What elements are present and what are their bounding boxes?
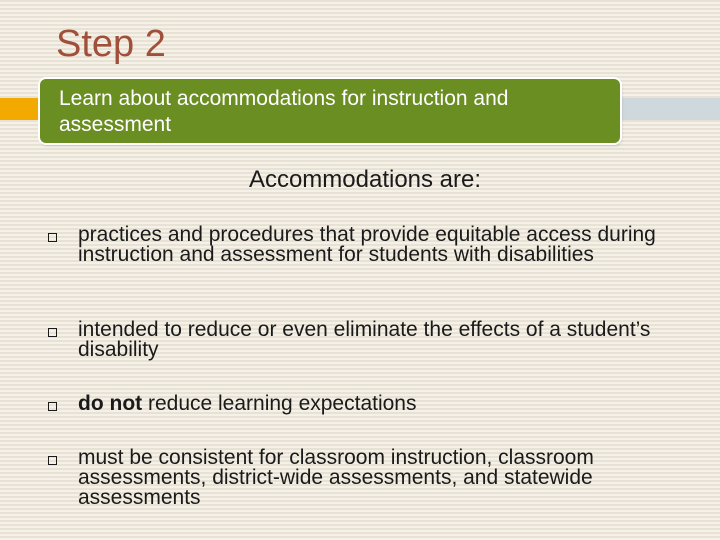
bullet-text: practices and procedures that provide equitable access during instruction and assessment for students with disabilities	[78, 223, 656, 266]
bullet-text	[78, 394, 678, 414]
intro-text: Accommodations are:	[248, 166, 482, 193]
hollow-square-icon	[48, 402, 57, 411]
bullet-text: must be consistent for classroom instruction, classroom assessments, district-wide assessments, and statewide assessments	[78, 446, 594, 509]
bullet-text: intended to reduce or even eliminate the effects of a student’s disability	[78, 318, 651, 361]
bullet-rest: reduce learning expectations	[142, 392, 417, 415]
hollow-square-icon	[48, 328, 57, 337]
hollow-square-icon	[48, 233, 57, 242]
bullet-emphasis: do not	[78, 392, 143, 415]
slide-subtitle: Learn about accommodations for instruction and assessment	[59, 87, 509, 136]
slide-title: Step 2	[56, 23, 166, 65]
hollow-square-icon	[48, 456, 57, 465]
